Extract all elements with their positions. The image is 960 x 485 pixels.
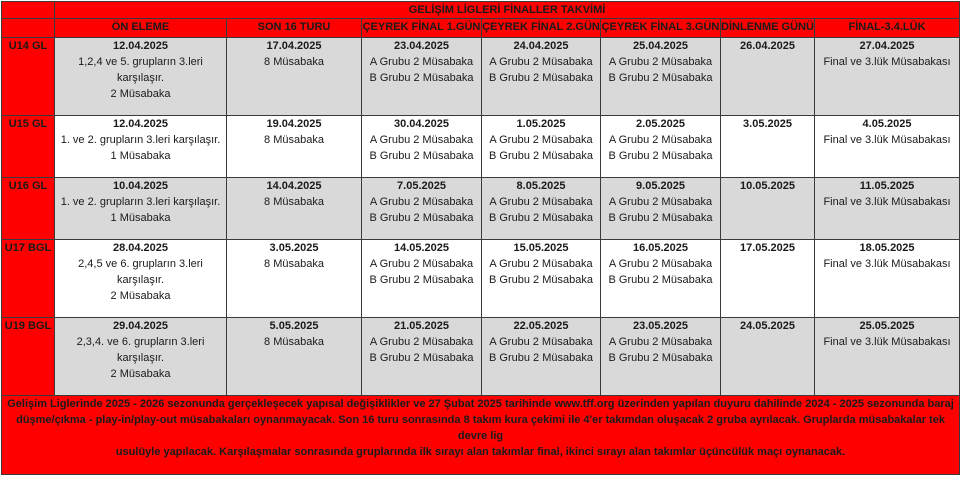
cell-date: 12.04.2025: [112, 118, 169, 130]
footnote-line: usulüyle yapılacak. Karşılaşmalar sonrasında gruplarında ilk sırayı alan takımlar final, ikinci sırayı alan takımlar üçüncülük maçı oynanacak.: [115, 446, 846, 458]
schedule-cell: [362, 240, 482, 318]
schedule-cell: [362, 116, 482, 178]
cell-detail: B Grubu 2 Müsabaka: [608, 150, 713, 162]
column-header: ÖN ELEME: [55, 19, 227, 38]
row-label: U14 GL: [2, 38, 55, 116]
schedule-cell: [227, 116, 362, 178]
cell-detail: A Grubu 2 Müsabaka: [369, 258, 474, 270]
cell-detail: 8 Müsabaka: [264, 134, 324, 146]
cell-detail: karşılaşır.: [116, 352, 165, 364]
cell-detail: A Grubu 2 Müsabaka: [608, 134, 713, 146]
schedule-cell: [601, 318, 721, 396]
schedule-cell: [601, 240, 721, 318]
cell-detail: A Grubu 2 Müsabaka: [608, 336, 713, 348]
header-corner: [2, 19, 55, 38]
cell-detail: A Grubu 2 Müsabaka: [369, 134, 474, 146]
schedule-cell: [601, 116, 721, 178]
cell-date: 3.05.2025: [743, 118, 792, 130]
cell-detail: 2 Müsabaka: [110, 290, 171, 302]
cell-date: 24.05.2025: [739, 320, 796, 332]
schedule-cell: [815, 178, 960, 240]
cell-detail: 1 Müsabaka: [110, 212, 171, 224]
schedule-cell: [362, 318, 482, 396]
cell-date: 25.04.2025: [632, 40, 689, 52]
schedule-cell: [227, 178, 362, 240]
note-row: [2, 396, 960, 475]
cell-detail: A Grubu 2 Müsabaka: [489, 196, 593, 208]
footnote: [2, 396, 960, 475]
cell-detail: B Grubu 2 Müsabaka: [608, 352, 713, 364]
cell-date: 15.05.2025: [513, 242, 569, 254]
header-row: [2, 19, 960, 38]
cell-date: 4.05.2025: [862, 118, 912, 130]
title-corner: [2, 2, 55, 19]
cell-date: 1.05.2025: [516, 118, 566, 130]
cell-date: 30.04.2025: [393, 118, 450, 130]
column-header: ÇEYREK FİNAL 1.GÜN: [362, 19, 482, 38]
cell-date: 18.05.2025: [859, 242, 915, 254]
cell-detail: B Grubu 2 Müsabaka: [608, 72, 713, 84]
row-label: U19 BGL: [2, 318, 55, 396]
schedule-cell: [482, 116, 601, 178]
cell-detail: B Grubu 2 Müsabaka: [608, 212, 713, 224]
cell-detail: A Grubu 2 Müsabaka: [369, 336, 474, 348]
cell-detail: B Grubu 2 Müsabaka: [369, 212, 474, 224]
cell-detail: 2 Müsabaka: [110, 368, 171, 380]
cell-date: 26.04.2025: [739, 40, 796, 52]
row-label: U16 GL: [2, 178, 55, 240]
cell-date: 23.04.2025: [393, 40, 450, 52]
cell-detail: 2 Müsabaka: [110, 88, 171, 100]
cell-date: 24.04.2025: [513, 40, 569, 52]
cell-detail: A Grubu 2 Müsabaka: [369, 196, 474, 208]
cell-detail: B Grubu 2 Müsabaka: [608, 274, 713, 286]
cell-detail: karşılaşır.: [116, 72, 165, 84]
cell-detail: A Grubu 2 Müsabaka: [489, 336, 593, 348]
cell-date: 25.05.2025: [859, 320, 915, 332]
cell-detail: 8 Müsabaka: [264, 336, 324, 348]
cell-detail: 1 Müsabaka: [110, 150, 171, 162]
schedule-row: [2, 240, 960, 318]
cell-date: 12.04.2025: [112, 40, 169, 52]
column-header: SON 16 TURU: [227, 19, 362, 38]
schedule-cell: [815, 116, 960, 178]
row-label: U17 BGL: [2, 240, 55, 318]
schedule-cell: [721, 178, 815, 240]
schedule-cell: [482, 38, 601, 116]
schedule-cell: [815, 38, 960, 116]
column-header: FİNAL-3.4.LÜK: [815, 19, 960, 38]
cell-detail: B Grubu 2 Müsabaka: [489, 352, 593, 364]
cell-date: 29.04.2025: [112, 320, 169, 332]
cell-date: 10.04.2025: [112, 180, 169, 192]
cell-detail: B Grubu 2 Müsabaka: [369, 352, 474, 364]
cell-detail: B Grubu 2 Müsabaka: [369, 150, 474, 162]
cell-date: 19.04.2025: [266, 118, 322, 130]
schedule-cell: [55, 38, 227, 116]
cell-detail: Final ve 3.lük Müsabakası: [823, 134, 951, 146]
cell-detail: A Grubu 2 Müsabaka: [369, 56, 474, 68]
cell-date: 8.05.2025: [516, 180, 566, 192]
cell-date: 11.05.2025: [859, 180, 915, 192]
schedule-cell: [721, 318, 815, 396]
cell-date: 5.05.2025: [269, 320, 319, 332]
cell-detail: B Grubu 2 Müsabaka: [489, 150, 593, 162]
schedule-cell: [55, 116, 227, 178]
cell-date: 22.05.2025: [513, 320, 569, 332]
cell-date: 28.04.2025: [112, 242, 169, 254]
cell-detail: Final ve 3.lük Müsabakası: [823, 196, 951, 208]
cell-detail: A Grubu 2 Müsabaka: [608, 258, 713, 270]
cell-date: 23.05.2025: [632, 320, 689, 332]
cell-date: 9.05.2025: [636, 180, 685, 192]
cell-detail: B Grubu 2 Müsabaka: [489, 212, 593, 224]
schedule-row: [2, 116, 960, 178]
schedule-row: [2, 178, 960, 240]
row-label: U15 GL: [2, 116, 55, 178]
cell-date: 16.05.2025: [632, 242, 689, 254]
schedule-cell: [482, 318, 601, 396]
cell-detail: Final ve 3.lük Müsabakası: [823, 258, 951, 270]
cell-date: 27.04.2025: [859, 40, 915, 52]
schedule-cell: [362, 178, 482, 240]
cell-date: 7.05.2025: [397, 180, 446, 192]
footnote-line: düşme/çıkma - play-in/play-out müsabakaları oynanmayacak. Son 16 turu sonrasında 8 takım kura çekimi ile 4'er takımdan oluşacak 2 gruba ayrılacak. Gruplarda müsabakalar tek devre lig: [16, 414, 945, 442]
schedule-table: [1, 1, 960, 475]
column-header: DİNLENME GÜNÜ: [721, 19, 815, 38]
cell-date: 14.05.2025: [393, 242, 450, 254]
cell-date: 10.05.2025: [739, 180, 796, 192]
cell-detail: 8 Müsabaka: [264, 196, 324, 208]
cell-detail: 1. ve 2. grupların 3.leri karşılaşır.: [60, 134, 221, 146]
schedule-row: [2, 38, 960, 116]
schedule-cell: [601, 38, 721, 116]
footnote-line: Gelişim Liglerinde 2025 - 2026 sezonunda gerçekleşecek yapısal değişiklikler ve 27 Şubat 2025 tarihinde www.tff.org üzerinden yapılan duyuru dahilinde 2024 - 2025 sezonunda baraj: [7, 398, 954, 410]
cell-detail: A Grubu 2 Müsabaka: [489, 258, 593, 270]
schedule-cell: [227, 318, 362, 396]
column-header: ÇEYREK FİNAL 3.GÜN: [601, 19, 721, 38]
schedule-cell: [721, 240, 815, 318]
cell-date: 17.04.2025: [266, 40, 322, 52]
cell-detail: 2,4,5 ve 6. grupların 3.leri: [78, 258, 203, 270]
schedule-cell: [55, 318, 227, 396]
cell-detail: A Grubu 2 Müsabaka: [608, 196, 713, 208]
schedule-cell: [601, 178, 721, 240]
cell-date: 2.05.2025: [636, 118, 685, 130]
cell-date: 17.05.2025: [739, 242, 796, 254]
schedule-cell: [482, 240, 601, 318]
column-header: ÇEYREK FİNAL 2.GÜN: [482, 19, 601, 38]
cell-detail: B Grubu 2 Müsabaka: [369, 274, 474, 286]
schedule-cell: [721, 116, 815, 178]
cell-detail: A Grubu 2 Müsabaka: [489, 134, 593, 146]
table-title: GELİŞİM LİGLERİ FİNALLER TAKVİMİ: [55, 2, 960, 19]
title-row: [2, 2, 960, 19]
schedule-row: [2, 318, 960, 396]
schedule-cell: [721, 38, 815, 116]
cell-detail: A Grubu 2 Müsabaka: [608, 56, 713, 68]
schedule-cell: [55, 240, 227, 318]
cell-detail: 1,2,4 ve 5. grupların 3.leri: [78, 56, 203, 68]
cell-detail: Final ve 3.lük Müsabakası: [823, 336, 951, 348]
schedule-cell: [55, 178, 227, 240]
cell-detail: 1. ve 2. grupların 3.leri karşılaşır.: [60, 196, 221, 208]
schedule-cell: [815, 240, 960, 318]
cell-detail: karşılaşır.: [116, 274, 165, 286]
cell-date: 21.05.2025: [393, 320, 450, 332]
cell-detail: B Grubu 2 Müsabaka: [489, 72, 593, 84]
cell-detail: A Grubu 2 Müsabaka: [489, 56, 593, 68]
schedule-cell: [227, 38, 362, 116]
cell-date: 14.04.2025: [266, 180, 322, 192]
schedule-cell: [482, 178, 601, 240]
cell-detail: B Grubu 2 Müsabaka: [369, 72, 474, 84]
schedule-cell: [362, 38, 482, 116]
schedule-cell: [227, 240, 362, 318]
cell-detail: 8 Müsabaka: [264, 258, 324, 270]
cell-detail: Final ve 3.lük Müsabakası: [823, 56, 951, 68]
schedule-cell: [815, 318, 960, 396]
cell-detail: 8 Müsabaka: [264, 56, 324, 68]
cell-detail: 2,3,4. ve 6. grupların 3.leri: [76, 336, 205, 348]
cell-date: 3.05.2025: [269, 242, 319, 254]
cell-detail: B Grubu 2 Müsabaka: [489, 274, 593, 286]
